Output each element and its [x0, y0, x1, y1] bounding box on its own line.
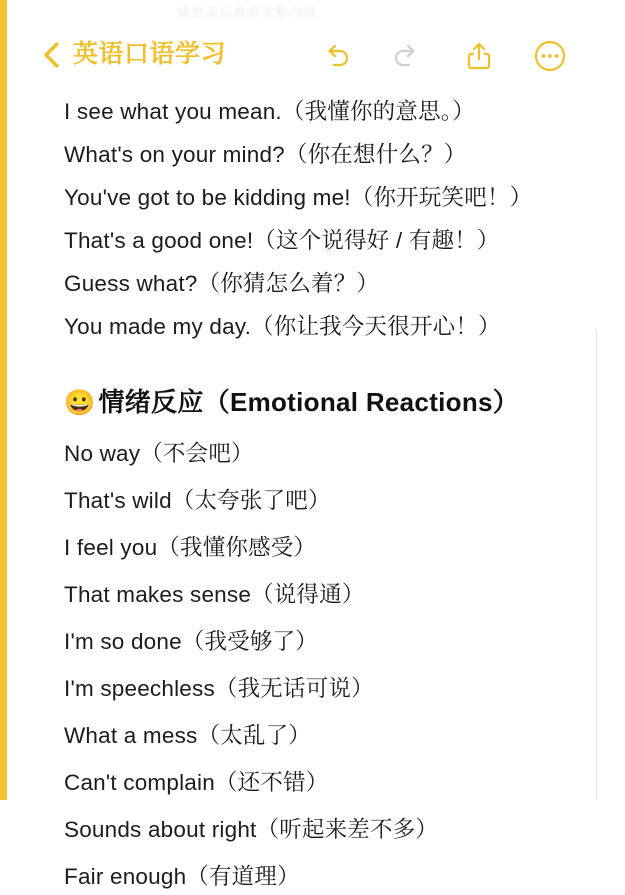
phrase-line: I see what you mean.（我懂你的意思。） [64, 99, 475, 124]
phrase-line: I'm speechless（我无话可说） [64, 676, 374, 701]
page-title: 英语口语学习 [73, 40, 227, 68]
phrase-line: You've got to be kidding me!（你开玩笑吧！） [64, 185, 533, 210]
section-heading-label: 情绪反应（Emotional Reactions） [98, 387, 520, 417]
phrase-line: Fair enough（有道理） [64, 864, 300, 889]
undo-icon[interactable] [321, 40, 353, 72]
phrase-line: No way（不会吧） [64, 441, 254, 466]
phrase-line: I'm so done（我受够了） [64, 629, 319, 654]
phrase-line: I feel you（我懂你感受） [64, 535, 317, 560]
phrase-line: Can't complain（还不错） [64, 770, 329, 795]
phrase-line: Sounds about right（听起来差不多） [64, 817, 439, 842]
phrase-line: That's wild（太夸张了吧） [64, 488, 331, 513]
status-bar [7, 0, 625, 26]
app-header [7, 26, 625, 84]
note-content [7, 84, 625, 889]
phrase-line: That's a good one!（这个说得好 / 有趣！） [64, 228, 500, 253]
phrase-line: What a mess（太乱了） [64, 723, 311, 748]
left-accent-bar [0, 0, 7, 800]
status-ghost-text: 请登录后查看完整内容 [177, 5, 318, 20]
phrase-line: You made my day.（你让我今天很开心！） [64, 314, 501, 339]
phrase-line: Guess what?（你猜怎么着？） [64, 271, 380, 296]
redo-icon[interactable] [390, 40, 422, 72]
share-icon[interactable] [463, 40, 495, 72]
phrase-block-one [64, 94, 595, 345]
chevron-left-icon[interactable] [41, 40, 63, 70]
more-icon[interactable] [534, 40, 566, 72]
phrase-line: That makes sense（说得通） [64, 582, 365, 607]
grinning-face-icon: 😀 [64, 389, 96, 417]
phrase-line: What's on your mind?（你在想什么？） [64, 142, 467, 167]
section-heading-emotional-reactions [64, 383, 595, 422]
phrase-block-two [64, 436, 595, 895]
